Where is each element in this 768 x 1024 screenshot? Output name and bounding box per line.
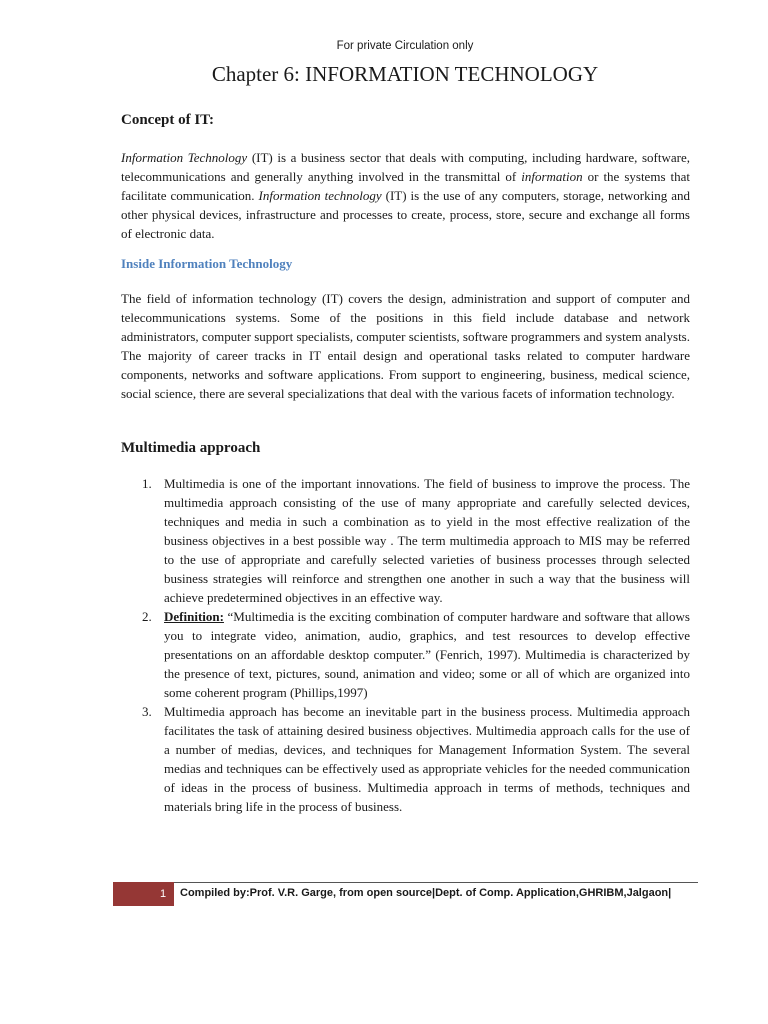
concept-text-2: or the systems that facilitate communication. [121, 169, 690, 203]
inside-it-heading: Inside Information Technology [121, 256, 293, 271]
list-item-text: Multimedia approach has become an inevitable part in the business process. Multimedia approach facilitates the task of attaining desired business objectives. Multimedia approach calls for the use of a number of medias, devices, and techniques for Management Information System. The several medias and techniques can be effectively used as appropriate vehicles for the needed communication of ideas in the process of business. Multimedia approach in terms of methods, techniques and materials bring life in the process of business. [164, 704, 690, 814]
concept-text-3: (IT) is the use of any computers, storage, networking and other physical devices, infrastructure and processes to create, process, store, secure and exchange all forms of electronic data. [121, 188, 690, 241]
list-item [121, 607, 690, 702]
concept-term-2: information [521, 169, 583, 184]
list-item [121, 702, 690, 816]
footer-credit: Compiled by:Prof. V.R. Garge, from open source|Dept. of Comp. Application,GHRIBM,Jalgaon| [180, 887, 672, 899]
page-header-note: For private Circulation only [336, 40, 474, 52]
list-item-number: 1. [142, 476, 152, 491]
list-item-text: “Multimedia is the exciting combination of computer hardware and software that allows you to integrate video, animation, audio, graphics, and test resources to develop effective presentations on an affordable desktop computer.” (Fenrich, 1997). Multimedia is characterized by the presence of text, pictures, sound, animation and video; some or all of which are organized into some coherent program (Phillips,1997) [164, 609, 690, 700]
list-item-number: 3. [142, 704, 152, 719]
multimedia-heading: Multimedia approach [121, 440, 261, 456]
chapter-title: Chapter 6: INFORMATION TECHNOLOGY [211, 62, 599, 86]
list-item-text: Multimedia is one of the important innovations. The field of business to improve the process. The multimedia approach consisting of the use of many appropriate and carefully selected devices, techniques and media in such a combination as to yield in the most effective realization of the business objectives in a best possible way . The term multimedia approach to MIS may be referred to the use of appropriate and carefully selected varieties of business processes through selected business strategies will reinforce and strengthen one another in such a way that the business will achieve predetermined objectives in an effective way. [164, 476, 690, 605]
concept-heading: Concept of IT: [121, 112, 215, 128]
list-item [121, 474, 690, 607]
definition-label: Definition: [164, 609, 224, 624]
concept-term-3: Information technology [258, 188, 382, 203]
inside-it-paragraph: The field of information technology (IT) covers the design, administration and support of computer and telecommunications systems. Some of the positions in this field include database and network administrators, computer support specialists, computer scientists, software programmers and system analysts. The majority of career tracks in IT entail design and operational tasks related to computer hardware components, networks and software applications. From support to engineering, business, medical science, social science, there are several specializations that deal with the various facets of information technology. [121, 291, 690, 401]
concept-paragraph [121, 148, 690, 243]
footer-divider [174, 882, 698, 883]
concept-term-1: Information Technology [121, 150, 248, 165]
page-number: 1 [160, 888, 167, 900]
multimedia-list [121, 474, 690, 816]
list-item-number: 2. [142, 609, 152, 624]
concept-text-1: (IT) is a business sector that deals with computing, including hardware, software, telecommunications and generally anything involved in the transmittal of [121, 150, 691, 184]
